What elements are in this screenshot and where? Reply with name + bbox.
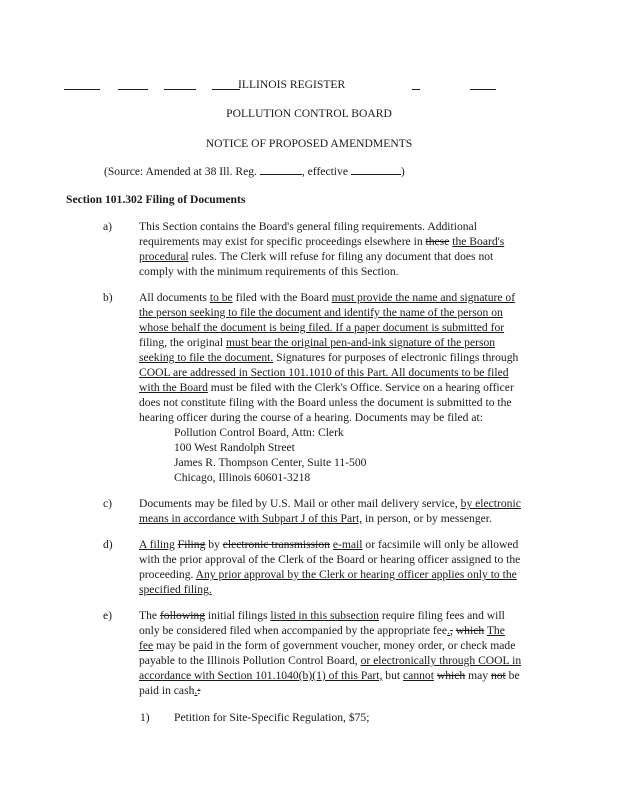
para-b-label: b) (103, 291, 113, 304)
item-1-text: Petition for Site-Specific Regulation, $75; (174, 711, 370, 724)
header-rule-6 (470, 89, 496, 90)
inserted-text: the Board's (452, 235, 505, 248)
clerk-address (174, 425, 366, 485)
inserted-text: procedural (139, 250, 189, 263)
header-rule-1 (64, 89, 100, 90)
para-b-line-4: filing, the original must bear the original pen-and-ink signature of the person (139, 336, 496, 349)
para-b-line-3: whose behalf the document is being filed. If a paper document is submitted for (139, 321, 505, 334)
effective-date-blank (351, 163, 401, 175)
source-prefix: (Source: Amended at 38 Ill. Reg. (104, 165, 260, 178)
para-c-line-1: Documents may be filed by U.S. Mail or other mail delivery service, by electronic (139, 497, 521, 510)
para-a-line-1: This Section contains the Board's general filing requirements. Additional (139, 220, 477, 233)
para-d-label: d) (103, 538, 113, 551)
section-title: Section 101.302 Filing of Documents (66, 193, 246, 206)
reg-number-blank (260, 163, 302, 175)
header-rule-5 (412, 89, 420, 90)
para-d (139, 537, 520, 597)
para-a-label: a) (103, 220, 113, 233)
header-rule-4 (212, 89, 240, 90)
para-e-line-2: only be considered filed when accompanied by the appropriate fee., which The (139, 624, 505, 637)
para-b-line-1: All documents to be filed with the Board must provide the name and signature of (139, 291, 516, 304)
register-title: ILLINOIS REGISTER (238, 78, 346, 91)
source-citation (104, 163, 405, 179)
address-line-2: 100 West Randolph Street (174, 441, 295, 454)
para-a (139, 219, 504, 279)
para-b-line-6: COOL are addressed in Section 101.1010 of this Part. All documents to be filed (139, 366, 509, 379)
address-line-3: James R. Thompson Center, Suite 11-500 (174, 456, 367, 469)
board-title: POLLUTION CONTROL BOARD (226, 107, 392, 120)
source-suffix: ) (400, 165, 405, 178)
para-a-line-4: comply with the minimum requirements of this Section. (139, 265, 399, 278)
para-b-line-2: the person seeking to file the document and identify the name of the person on (139, 306, 503, 319)
para-e-label: e) (103, 609, 113, 622)
address-line-4: Chicago, Illinois 60601-3218 (174, 471, 311, 484)
para-c (139, 496, 521, 526)
para-e-line-3: fee may be paid in the form of government voucher, money order, or check made (139, 639, 516, 652)
para-e-line-1: The following initial filings listed in this subsection require filing fees and will (139, 609, 505, 622)
para-c-label: c) (103, 497, 113, 510)
item-1-label: 1) (140, 711, 150, 724)
para-c-line-2: means in accordance with Subpart J of this Part, in person, or by messenger. (139, 512, 492, 525)
para-b-line-7: with the Board must be filed with the Clerk's Office. Service on a hearing officer (139, 381, 514, 394)
para-a-line-2: requirements may exist for specific proceedings elsewhere in these the Board's (139, 235, 505, 248)
para-d-line-1: A filing Filing by electronic transmission e-mail or facsimile will only be allowed (139, 538, 519, 551)
para-b (139, 290, 518, 425)
para-a-line-3: procedural rules. The Clerk will refuse for filing any document that does not (139, 250, 494, 263)
para-b-line-5: seeking to file the document. Signatures for purposes of electronic filings through (139, 351, 519, 364)
source-mid: , effective (301, 165, 351, 178)
para-b-line-8: does not constitute filing with the Board unless the document is submitted to the (139, 396, 512, 409)
para-b-line-9: hearing officer during the course of a hearing. Documents may be filed at: (139, 411, 483, 424)
para-d-line-3: proceeding. Any prior approval by the Clerk or hearing officer applies only to the (139, 568, 517, 581)
notice-title: NOTICE OF PROPOSED AMENDMENTS (205, 137, 413, 150)
deleted-text: these (425, 235, 450, 248)
header-rule-3 (164, 89, 196, 90)
para-d-line-2: with the prior approval of the Clerk of the Board or hearing officer assigned to the (139, 553, 521, 566)
para-e (139, 608, 521, 698)
para-e-line-4: payable to the Illinois Pollution Control Board, or electronically through COOL in (139, 654, 522, 667)
para-e-line-5: accordance with Section 101.1040(b)(1) of this Part, but cannot which may not be (139, 669, 520, 682)
header-rule-2 (118, 89, 148, 90)
para-d-line-4: specified filing. (139, 583, 212, 596)
address-line-1: Pollution Control Board, Attn: Clerk (174, 426, 344, 439)
para-e-line-6: paid in cash.: (139, 684, 201, 697)
